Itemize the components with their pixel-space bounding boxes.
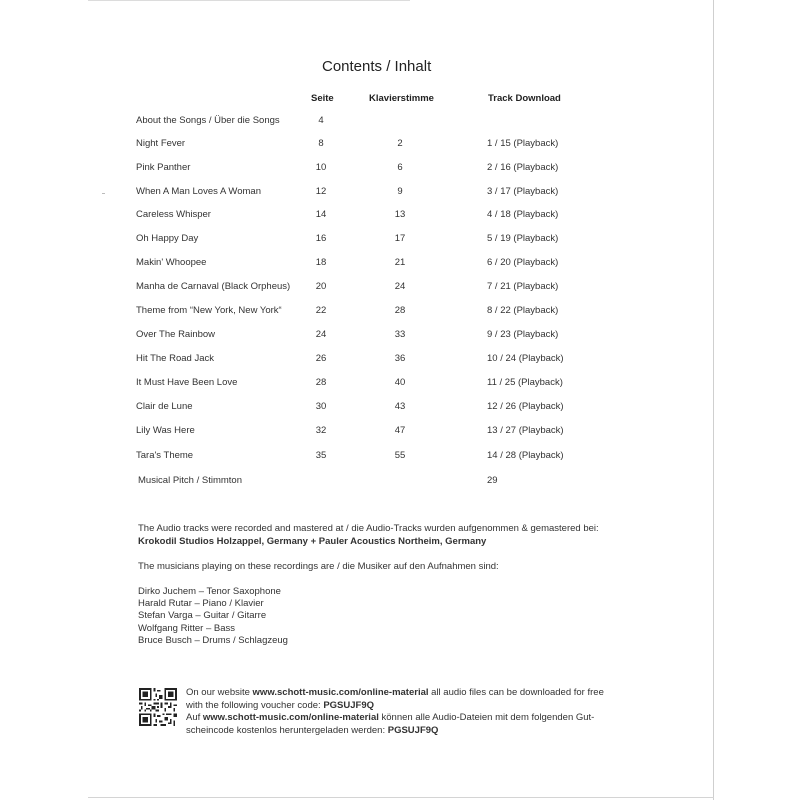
track-number: 4 / 18 (Playback) — [487, 209, 559, 220]
piano-page: 28 — [394, 305, 406, 316]
header-track-download: Track Download — [488, 93, 561, 104]
song-title: Over The Rainbow — [136, 329, 216, 340]
page-number: 26 — [315, 353, 327, 364]
track-number: 10 / 24 (Playback) — [487, 353, 564, 364]
page-number: 35 — [315, 450, 327, 461]
studios-line — [138, 536, 486, 548]
track-number: 6 / 20 (Playback) — [487, 257, 559, 268]
song-title: When A Man Loves A Woman — [136, 186, 261, 197]
track-number: 13 / 27 (Playback) — [487, 425, 564, 436]
voucher-de-line-1 — [186, 712, 604, 725]
piano-page: 24 — [394, 281, 406, 292]
musician-line: Harald Rutar – Piano / Klavier — [138, 598, 264, 609]
table-row — [0, 425, 713, 441]
song-title: Theme from “New York, New York“ — [136, 305, 282, 316]
track-number: 9 / 23 (Playback) — [487, 329, 559, 340]
table-row — [0, 281, 713, 297]
song-title: Pink Panther — [136, 162, 191, 173]
voucher-text: können alle Audio-Dateien mit dem folgenden Gut- — [378, 712, 595, 723]
song-title: Lily Was Here — [136, 425, 195, 436]
page-number: 20 — [315, 281, 327, 292]
page-number: 12 — [315, 186, 327, 197]
piano-page: 9 — [397, 186, 403, 197]
voucher-code-de: PGSUJF9Q — [387, 724, 439, 736]
website-link[interactable]: www.schott-music.com/online-material — [252, 687, 429, 698]
track-number: 2 / 16 (Playback) — [487, 162, 559, 173]
song-title: About the Songs / Über die Songs — [136, 115, 280, 126]
website-link-de[interactable]: www.schott-music.com/online-material — [202, 712, 379, 723]
song-title: Makin' Whoopee — [136, 257, 207, 268]
voucher-text: all audio files can be downloaded for free — [428, 687, 604, 698]
page-number: 10 — [315, 162, 327, 173]
page-top-rule — [88, 0, 410, 1]
recorded-at-text: The Audio tracks were recorded and mastered at / die Audio-Tracks wurden aufgenommen & gemastered bei: — [138, 523, 599, 534]
piano-page: 2 — [397, 138, 403, 149]
page-number: 32 — [315, 425, 327, 436]
song-title: Careless Whisper — [136, 209, 211, 220]
song-title: Manha de Carnaval (Black Orpheus) — [136, 281, 291, 292]
musician-line: Stefan Varga – Guitar / Gitarre — [138, 610, 267, 621]
page-number: 8 — [318, 138, 324, 149]
track-number: 12 / 26 (Playback) — [487, 401, 564, 412]
musician-line: Wolfgang Ritter – Bass — [138, 623, 235, 634]
studios-text: Krokodil Studios Holzappel, Germany + Pauler Acoustics Northeim, Germany — [138, 536, 487, 547]
table-row — [0, 209, 713, 225]
track-number: 8 / 22 (Playback) — [487, 305, 559, 316]
table-row — [0, 257, 713, 273]
track-number: 5 / 19 (Playback) — [487, 233, 559, 244]
qr-code-icon — [139, 688, 177, 726]
table-row — [0, 377, 713, 393]
table-row — [0, 115, 713, 131]
page-number: 22 — [315, 305, 327, 316]
voucher-text: Auf — [186, 712, 203, 723]
table-row — [0, 475, 713, 491]
table-row — [0, 401, 713, 417]
voucher-en-line-1 — [186, 687, 604, 700]
song-title: Tara's Theme — [136, 450, 194, 461]
piano-page: 21 — [394, 257, 406, 268]
song-title: Musical Pitch / Stimmton — [138, 475, 242, 486]
piano-page: 33 — [394, 329, 406, 340]
page-number: 14 — [315, 209, 327, 220]
piano-page: 55 — [394, 450, 406, 461]
voucher-info — [186, 687, 604, 737]
voucher-text: with the following voucher code: — [186, 699, 324, 711]
voucher-text: scheincode kostenlos heruntergeladen werden: — [186, 724, 388, 736]
table-row — [0, 138, 713, 154]
table-row — [0, 186, 713, 202]
voucher-de-line-2 — [186, 725, 604, 738]
piano-page: 6 — [397, 162, 403, 173]
page-number: 18 — [315, 257, 327, 268]
song-title: Clair de Lune — [136, 401, 193, 412]
table-row — [0, 233, 713, 249]
page-number: 16 — [315, 233, 327, 244]
voucher-code: PGSUJF9Q — [323, 699, 374, 711]
voucher-text: On our website — [186, 687, 253, 698]
song-title: Oh Happy Day — [136, 233, 199, 244]
track-number: 14 / 28 (Playback) — [487, 450, 564, 461]
voucher-en-line-2 — [186, 700, 604, 713]
page-edge-line — [713, 0, 714, 800]
track-number: 11 / 25 (Playback) — [487, 377, 563, 388]
musicians-intro: The musicians playing on these recordings are / die Musiker auf den Aufnahmen sind: — [138, 561, 499, 572]
piano-page: 13 — [394, 209, 406, 220]
page-number: 28 — [315, 377, 327, 388]
track-number: 1 / 15 (Playback) — [487, 138, 559, 149]
song-title: Hit The Road Jack — [136, 353, 214, 364]
page-title: Contents / Inhalt — [322, 58, 432, 75]
piano-page: 36 — [394, 353, 406, 364]
track-number: 29 — [487, 475, 498, 486]
table-row — [0, 162, 713, 178]
musician-line: Bruce Busch – Drums / Schlagzeug — [138, 635, 288, 646]
table-row — [0, 450, 713, 466]
track-number: 3 / 17 (Playback) — [487, 186, 559, 197]
track-number: 7 / 21 (Playback) — [487, 281, 559, 292]
piano-page: 17 — [394, 233, 406, 244]
table-row — [0, 353, 713, 369]
song-title: Night Fever — [136, 138, 186, 149]
piano-page: 47 — [394, 425, 406, 436]
table-row — [0, 329, 713, 345]
header-page: Seite — [311, 93, 334, 104]
page-number: 4 — [318, 115, 324, 126]
table-row — [0, 305, 713, 321]
page-number: 30 — [315, 401, 327, 412]
piano-page: 43 — [394, 401, 406, 412]
page-number: 24 — [315, 329, 327, 340]
song-title: It Must Have Been Love — [136, 377, 238, 388]
page-bottom-rule — [88, 797, 714, 798]
musician-line: Dirko Juchem – Tenor Saxophone — [138, 586, 281, 597]
header-piano-part: Klavierstimme — [369, 93, 434, 104]
piano-page: 40 — [394, 377, 406, 388]
